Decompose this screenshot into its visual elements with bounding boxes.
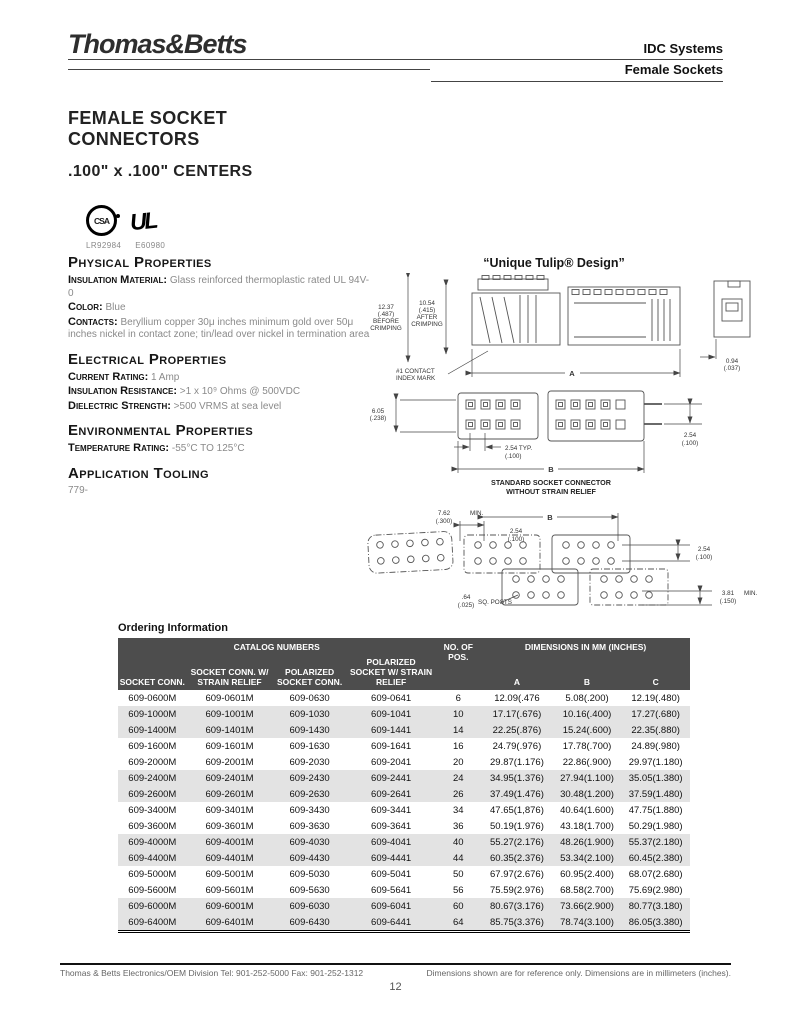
- svg-text:AFTER: AFTER: [416, 314, 438, 321]
- table-cell: 609-3441: [371, 805, 412, 816]
- product-subcategory: Female Sockets: [624, 62, 723, 77]
- table-cell: 80.67(3.176): [481, 898, 553, 914]
- table-cell: 609-1030: [272, 706, 346, 722]
- svg-text:3.81: 3.81: [721, 590, 735, 597]
- svg-text:(.150): (.150): [719, 598, 737, 605]
- table-cell: 67.97(2.676): [490, 869, 544, 880]
- table-cell: 40: [435, 834, 481, 850]
- table-cell: 75.59(2.976): [490, 885, 544, 896]
- table-cell: 609-6041: [347, 898, 436, 914]
- column-header-positions: NO. OF POS.: [435, 638, 481, 690]
- table-cell: 609-3401M: [205, 805, 254, 816]
- table-cell: 12.19(.480): [631, 693, 680, 704]
- table-cell: 609-1401M: [187, 722, 273, 738]
- table-row: [118, 690, 690, 706]
- table-row: [118, 802, 690, 818]
- table-cell: 85.75(3.376): [481, 914, 553, 932]
- svg-text:.64: .64: [461, 594, 471, 601]
- svg-text:(.100): (.100): [681, 440, 699, 447]
- table-cell: 68.07(2.680): [628, 869, 683, 880]
- technical-diagram: [360, 256, 788, 614]
- prop-temperature-rating: Temperature Rating: -55°C TO 125°C: [68, 442, 245, 454]
- table-cell: 609-3400M: [128, 805, 177, 816]
- page-header: [68, 30, 723, 82]
- column-header-row: [118, 655, 690, 690]
- svg-text:(.100): (.100): [695, 554, 713, 561]
- table-cell: 50.29(1.980): [628, 821, 683, 832]
- ul-file-number: E60980: [135, 241, 166, 250]
- table-cell: 609-5001M: [205, 869, 254, 880]
- table-cell: 609-6430: [272, 914, 346, 932]
- table-cell: 50.19(1.976): [490, 821, 544, 832]
- table-cell: 6: [455, 693, 461, 704]
- page-title-line2: CONNECTORS: [68, 129, 200, 149]
- ordering-table-head: [118, 638, 690, 690]
- table-cell: 17.17(.676): [481, 706, 553, 722]
- table-cell: 609-4030: [272, 834, 346, 850]
- table-cell: 609-0641: [371, 693, 412, 704]
- group-header-catalog: CATALOG NUMBERS: [118, 638, 435, 655]
- column-header-polarized: POLARIZED SOCKET CONN.: [272, 655, 346, 690]
- table-cell: 609-1600M: [128, 741, 177, 752]
- table-cell: 609-2000M: [128, 757, 177, 768]
- thomas-betts-logo: Thomas&Betts: [68, 29, 247, 59]
- table-cell: 86.05(3.380): [621, 914, 690, 932]
- csa-logo-icon: CSA: [86, 205, 117, 236]
- svg-text:BEFORE: BEFORE: [373, 318, 399, 325]
- table-cell: 60.95(2.400): [560, 869, 614, 880]
- diagram-caption-line2: WITHOUT STRAIN RELIEF: [506, 487, 596, 496]
- table-cell: 10.16(.400): [553, 706, 622, 722]
- table-row: [118, 770, 690, 786]
- table-cell: 609-4041: [347, 834, 436, 850]
- table-row: [118, 914, 690, 932]
- title-block: [68, 108, 253, 181]
- table-cell: 29.87(1.176): [490, 757, 544, 768]
- section-heading-electrical: Electrical Properties: [68, 350, 227, 368]
- table-cell: 609-1400M: [118, 722, 187, 738]
- svg-text:2.54: 2.54: [683, 432, 697, 439]
- header-top-row: [68, 30, 723, 58]
- product-category: IDC Systems: [643, 41, 723, 56]
- footer-note: Dimensions shown are for reference only. Dimensions are in millimeters (inches).: [426, 968, 731, 978]
- table-cell: 609-2430: [272, 770, 346, 786]
- table-cell: 36: [453, 821, 464, 832]
- svg-text:MIN.: MIN.: [470, 510, 484, 517]
- table-cell: 609-2630: [272, 786, 346, 802]
- svg-text:(.487): (.487): [377, 311, 395, 318]
- footer-divider: [60, 963, 731, 965]
- table-cell: 40.64(1.600): [560, 805, 614, 816]
- table-cell: 609-4001M: [187, 834, 273, 850]
- table-cell: 609-6441: [347, 914, 436, 932]
- ordering-table: [118, 638, 690, 933]
- table-cell: 75.69(2.980): [628, 885, 683, 896]
- svg-text:MIN.: MIN.: [744, 590, 758, 597]
- section-heading-tooling: Application Tooling: [68, 464, 209, 482]
- column-header-dim-c: C: [621, 655, 690, 690]
- table-cell: 17.78(.700): [562, 741, 612, 752]
- ordering-section: [118, 622, 690, 933]
- table-row: [118, 818, 690, 834]
- svg-text:(.100): (.100): [507, 536, 525, 543]
- table-cell: 48.26(1.900): [553, 834, 622, 850]
- column-header-socket-strain: SOCKET CONN. W/ STRAIN RELIEF: [187, 655, 273, 690]
- table-row: [118, 834, 690, 850]
- table-cell: 609-0630: [289, 693, 330, 704]
- cert-numbers: [86, 241, 165, 250]
- table-cell: 60.35(2.376): [481, 850, 553, 866]
- svg-text:CRIMPING: CRIMPING: [411, 321, 443, 328]
- column-header-socket: SOCKET CONN.: [118, 655, 187, 690]
- table-cell: 20: [453, 757, 464, 768]
- table-cell: 609-3630: [289, 821, 330, 832]
- diagram-title: “Unique Tulip® Design”: [483, 256, 625, 270]
- table-row: [118, 786, 690, 802]
- svg-text:INDEX MARK: INDEX MARK: [396, 375, 436, 382]
- csa-dot-icon: [116, 214, 120, 218]
- table-cell: 16: [453, 741, 464, 752]
- table-cell: 14: [435, 722, 481, 738]
- table-row: [118, 882, 690, 898]
- table-cell: 609-2400M: [118, 770, 187, 786]
- table-cell: 24: [435, 770, 481, 786]
- table-cell: 609-5601M: [205, 885, 254, 896]
- table-cell: 609-1630: [289, 741, 330, 752]
- table-cell: 68.58(2.700): [560, 885, 614, 896]
- table-row: [118, 850, 690, 866]
- table-row: [118, 722, 690, 738]
- table-cell: 609-6401M: [187, 914, 273, 932]
- prop-tooling-value: 779-: [68, 484, 89, 496]
- svg-text:10.54: 10.54: [419, 300, 435, 307]
- table-cell: 80.77(3.180): [621, 898, 690, 914]
- table-cell: 609-6030: [272, 898, 346, 914]
- table-cell: 55.27(2.176): [481, 834, 553, 850]
- footer-contact: Thomas & Betts Electronics/OEM Division Tel: 901-252-5000 Fax: 901-252-1312: [60, 968, 364, 978]
- csa-file-number: LR92984: [86, 241, 122, 250]
- properties-column: [68, 254, 371, 498]
- section-heading-physical: Physical Properties: [68, 254, 212, 271]
- table-cell: 22.25(.876): [481, 722, 553, 738]
- dim-b2-label: B: [547, 513, 553, 522]
- table-cell: 609-2441: [347, 770, 436, 786]
- table-cell: 609-2641: [347, 786, 436, 802]
- svg-text:(.238): (.238): [369, 415, 387, 422]
- svg-text:6.05: 6.05: [371, 408, 385, 415]
- table-cell: 609-2001M: [205, 757, 254, 768]
- table-cell: 56: [453, 885, 464, 896]
- subcategory-wrap: [431, 60, 723, 82]
- svg-text:(.300): (.300): [435, 518, 453, 525]
- table-cell: 609-0600M: [128, 693, 177, 704]
- table-cell: 609-5030: [289, 869, 330, 880]
- table-cell: 609-2030: [289, 757, 330, 768]
- table-cell: 24.89(.980): [631, 741, 680, 752]
- table-cell: 35.05(1.380): [621, 770, 690, 786]
- table-cell: 34: [453, 805, 464, 816]
- prop-contacts: Contacts: Beryllium copper 30μ inches minimum gold over 50μ inches nickel in contact zone; tin/lead over nickel in termination area: [68, 315, 370, 340]
- dim-a-label: A: [569, 369, 575, 378]
- certifications: [86, 205, 165, 250]
- table-cell: 44: [435, 850, 481, 866]
- table-cell: 609-3430: [289, 805, 330, 816]
- ordering-table-body: [118, 690, 690, 932]
- cert-logos: [86, 205, 165, 236]
- table-cell: 609-1641: [371, 741, 412, 752]
- table-row: [118, 706, 690, 722]
- table-cell: 43.18(1.700): [560, 821, 614, 832]
- table-cell: 609-6400M: [118, 914, 187, 932]
- table-cell: 609-6001M: [187, 898, 273, 914]
- table-cell: 27.94(1.100): [553, 770, 622, 786]
- table-cell: 609-3601M: [205, 821, 254, 832]
- table-cell: 609-2600M: [118, 786, 187, 802]
- table-row: [118, 898, 690, 914]
- table-cell: 73.66(2.900): [553, 898, 622, 914]
- table-cell: 12.09(.476: [494, 693, 540, 704]
- table-cell: 609-1430: [272, 722, 346, 738]
- prop-dielectric-strength: Dielectric Strength: >500 VRMS at sea level: [68, 399, 282, 412]
- table-row: [118, 738, 690, 754]
- svg-text:(.037): (.037): [723, 365, 741, 372]
- page-title-centers: .100" x .100" CENTERS: [68, 163, 253, 180]
- table-cell: 47.65(1,876): [490, 805, 544, 816]
- table-cell: 50: [453, 869, 464, 880]
- footer-row: [60, 968, 731, 978]
- svg-text:2.54: 2.54: [697, 546, 711, 553]
- table-cell: 5.08(.200): [565, 693, 609, 704]
- prop-insulation-material: Insulation Material: Glass reinforced thermoplastic rated UL 94V-0: [68, 274, 370, 299]
- table-cell: 26: [435, 786, 481, 802]
- table-cell: 609-6000M: [118, 898, 187, 914]
- table-cell: 609-1041: [347, 706, 436, 722]
- page-footer: [60, 963, 731, 993]
- column-header-dim-a: A: [481, 655, 553, 690]
- svg-text:(.100): (.100): [505, 453, 522, 460]
- table-cell: 609-4000M: [118, 834, 187, 850]
- table-cell: 15.24(.600): [553, 722, 622, 738]
- technical-drawing: [360, 273, 788, 609]
- table-cell: 609-1601M: [205, 741, 254, 752]
- table-cell: 47.75(1.880): [628, 805, 683, 816]
- table-cell: 34.95(1.376): [481, 770, 553, 786]
- group-header-row: [118, 638, 690, 655]
- column-header-polarized-strain: POLARIZED SOCKET W/ STRAIN RELIEF: [347, 655, 436, 690]
- column-header-dim-b: B: [553, 655, 622, 690]
- table-cell: 10: [435, 706, 481, 722]
- table-cell: 22.35(.880): [621, 722, 690, 738]
- table-cell: 609-0601M: [205, 693, 254, 704]
- table-cell: 609-1000M: [118, 706, 187, 722]
- table-cell: 609-4430: [272, 850, 346, 866]
- table-cell: 78.74(3.100): [553, 914, 622, 932]
- table-cell: 22.86(.900): [562, 757, 612, 768]
- prop-color: Color: Blue: [68, 301, 126, 313]
- svg-text:2.54 TYP.: 2.54 TYP.: [505, 445, 533, 452]
- prop-insulation-resistance: Insulation Resistance: >1 x 10⁹ Ohms @ 500VDC: [68, 385, 301, 397]
- table-row: [118, 866, 690, 882]
- ordering-title: Ordering Information: [118, 622, 228, 634]
- table-cell: 64: [435, 914, 481, 932]
- table-cell: 17.27(.680): [621, 706, 690, 722]
- group-header-dimensions: DIMENSIONS IN MM (INCHES): [481, 638, 690, 655]
- table-cell: 53.34(2.100): [553, 850, 622, 866]
- page-number: 12: [389, 981, 402, 993]
- section-heading-environmental: Environmental Properties: [68, 422, 254, 439]
- table-cell: 609-1001M: [187, 706, 273, 722]
- svg-text:(.415): (.415): [418, 307, 436, 314]
- table-cell: 37.59(1.480): [621, 786, 690, 802]
- page-title-line1: FEMALE SOCKET: [68, 108, 228, 128]
- table-cell: 609-4401M: [187, 850, 273, 866]
- table-cell: 609-5600M: [128, 885, 177, 896]
- svg-text:7.62: 7.62: [437, 510, 451, 517]
- table-cell: 55.37(2.180): [621, 834, 690, 850]
- table-cell: 609-2041: [371, 757, 412, 768]
- table-cell: 609-1441: [347, 722, 436, 738]
- table-cell: 37.49(1.476): [481, 786, 553, 802]
- table-cell: 609-2401M: [187, 770, 273, 786]
- table-cell: 60: [435, 898, 481, 914]
- table-cell: 29.97(1.180): [628, 757, 683, 768]
- svg-text:2.54: 2.54: [509, 528, 523, 535]
- table-cell: 609-5000M: [128, 869, 177, 880]
- table-cell: 609-4400M: [118, 850, 187, 866]
- table-cell: 60.45(2.380): [621, 850, 690, 866]
- diagram-caption-line1: STANDARD SOCKET CONNECTOR: [491, 478, 611, 487]
- header-bottom-row: [68, 60, 723, 82]
- svg-text:#1 CONTACT: #1 CONTACT: [396, 368, 435, 375]
- table-cell: 609-5641: [371, 885, 412, 896]
- table-cell: 609-5041: [371, 869, 412, 880]
- logo-underline: [68, 69, 430, 82]
- svg-text:0.94: 0.94: [725, 358, 739, 365]
- svg-text:SQ. POSTS: SQ. POSTS: [478, 599, 512, 606]
- table-cell: 24.79(.976): [492, 741, 542, 752]
- prop-current-rating: Current Rating: 1 Amp: [68, 370, 180, 383]
- svg-text:CRIMPING: CRIMPING: [370, 325, 402, 332]
- table-cell: 609-2601M: [187, 786, 273, 802]
- table-row: [118, 754, 690, 770]
- table-cell: 30.48(1.200): [553, 786, 622, 802]
- table-cell: 609-4441: [347, 850, 436, 866]
- svg-text:(.025): (.025): [457, 602, 475, 609]
- table-cell: 609-3641: [371, 821, 412, 832]
- table-cell: 609-5630: [289, 885, 330, 896]
- dim-b-label: B: [548, 465, 554, 474]
- svg-text:12.37: 12.37: [378, 304, 394, 311]
- ul-logo-icon: UL: [128, 206, 157, 235]
- table-cell: 609-3600M: [128, 821, 177, 832]
